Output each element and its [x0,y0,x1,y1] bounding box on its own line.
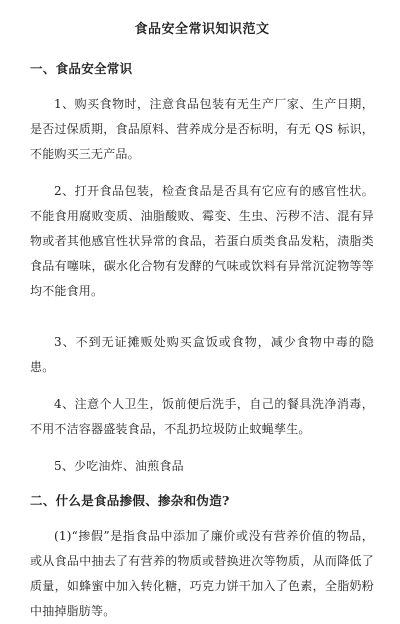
paragraph-item-4: 4、注意个人卫生，饭前便后洗手，自己的餐具洗净消毒，不用不洁容器盛装食品，不乱扔垃圾防止蚊蝇孳生。 [30,397,374,436]
paragraph-item-1: 1、购买食物时，注意食品包装有无生产厂家、生产日期，是否过保质期，食品原料、营养成分是否标明，有无 QS 标识，不能购买三无产品。 [30,97,374,161]
document-title: 食品安全常识知识范文 [134,22,270,37]
paragraph-adulteration-definition: (1)“掺假”是指食品中添加了廉价或没有营养价值的物品，或从食品中抽去了有营养的物质或替换进次等物质，从而降低了质量，如蜂蜜中加入转化糖，巧克力饼干加入了色素，全脂奶粉中抽掉脂肪等。 [30,529,374,618]
paragraph-item-5: 5、少吃油炸、油煎食品 [54,459,184,473]
section-heading-adulteration: 二、什么是食品掺假、掺杂和伪造? [30,493,230,508]
paragraph-item-2: 2、打开食品包装，检查食品是否具有它应有的感官性状。不能食用腐败变质、油脂酸败、霉变、生虫、污秽不洁、混有异物或者其他感官性状异常的食品，若蛋白质类食品发粘，渍脂类食品有噻味，碳水化合物有发酵的气味或饮料有异常沉淀物等等均不能食用。 [30,184,374,298]
paragraph-item-3: 3、不到无证摊贩处购买盒饭或食物，减少食物中毒的隐患。 [30,335,374,374]
section-heading-food-safety: 一、食品安全常识 [30,61,133,76]
